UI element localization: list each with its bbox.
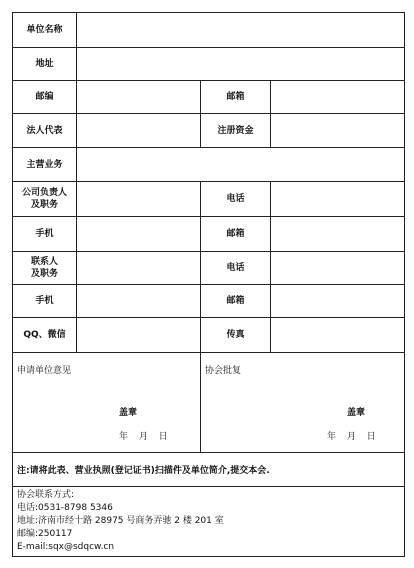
- unit-name-field[interactable]: [77, 13, 405, 48]
- association-contact-box: [13, 487, 405, 557]
- contact-phone: 电话:0531-8798 5346: [17, 503, 113, 513]
- contact-phone-field[interactable]: [271, 252, 405, 285]
- head-mailbox-label: 邮箱: [201, 217, 271, 252]
- row-legal-capital: [13, 114, 405, 148]
- contact-person-label-line2: 及职务: [30, 269, 58, 279]
- row-contact-mobile: [13, 285, 405, 318]
- head-phone-label: 电话: [201, 182, 271, 217]
- applicant-opinion-title: 申请单位意见: [17, 366, 72, 376]
- row-main-business: [13, 148, 405, 182]
- zip-label: 邮编: [13, 81, 77, 114]
- contact-postcode: 邮编:250117: [17, 529, 73, 539]
- fax-field[interactable]: [271, 318, 405, 353]
- row-note: [13, 453, 405, 487]
- qq-wechat-label: QQ、微信: [13, 318, 77, 353]
- applicant-seal-label: 盖章: [119, 408, 138, 418]
- row-contact-info: [13, 487, 405, 557]
- row-contact-person: [13, 252, 405, 285]
- contact-person-label: [13, 252, 77, 285]
- contact-phone-label: 电话: [201, 252, 271, 285]
- contact-mailbox-label: 邮箱: [201, 285, 271, 318]
- mailbox-field[interactable]: [271, 81, 405, 114]
- head-mobile-label: 手机: [13, 217, 77, 252]
- contact-mobile-field[interactable]: [77, 285, 201, 318]
- association-reply-box[interactable]: [201, 353, 405, 453]
- main-business-field[interactable]: [77, 148, 405, 182]
- company-head-label-line1: 公司负责人: [21, 188, 67, 198]
- membership-form-table: [12, 12, 405, 557]
- applicant-opinion-box[interactable]: [13, 353, 201, 453]
- row-head-mobile: [13, 217, 405, 252]
- legal-rep-label: 法人代表: [13, 114, 77, 148]
- association-reply-title: 协会批复: [205, 366, 242, 376]
- applicant-date-label: 年 月 日: [119, 432, 168, 442]
- contact-person-label-line1: 联系人: [30, 257, 58, 267]
- submission-note: 注:请将此表、营业执照(登记证书)扫描件及单位简介,提交本会.: [13, 453, 405, 487]
- row-qq-fax: [13, 318, 405, 353]
- contact-person-field[interactable]: [77, 252, 201, 285]
- main-business-label: 主营业务: [13, 148, 77, 182]
- qq-wechat-field[interactable]: [77, 318, 201, 353]
- mailbox-label: 邮箱: [201, 81, 271, 114]
- unit-name-label: 单位名称: [13, 13, 77, 48]
- address-label: 地址: [13, 48, 77, 81]
- contact-address: 地址:济南市经十路 28975 号商务弄驰 2 楼 201 室: [17, 516, 224, 526]
- company-head-label: [13, 182, 77, 217]
- head-phone-field[interactable]: [271, 182, 405, 217]
- zip-field[interactable]: [77, 81, 201, 114]
- contact-mobile-label: 手机: [13, 285, 77, 318]
- contact-title: 协会联系方式:: [17, 490, 75, 500]
- fax-label: 传真: [201, 318, 271, 353]
- contact-email: E-mail:sqx@sdqcw.cn: [17, 542, 115, 552]
- association-seal-label: 盖章: [347, 408, 366, 418]
- row-company-head: [13, 182, 405, 217]
- row-address: [13, 48, 405, 81]
- reg-capital-label: 注册资金: [201, 114, 271, 148]
- legal-rep-field[interactable]: [77, 114, 201, 148]
- head-mailbox-field[interactable]: [271, 217, 405, 252]
- head-mobile-field[interactable]: [77, 217, 201, 252]
- company-head-label-line2: 及职务: [30, 200, 58, 210]
- company-head-field[interactable]: [77, 182, 201, 217]
- contact-mailbox-field[interactable]: [271, 285, 405, 318]
- row-opinions: [13, 353, 405, 453]
- row-zip-mailbox: [13, 81, 405, 114]
- address-field[interactable]: [77, 48, 405, 81]
- row-unit-name: [13, 13, 405, 48]
- reg-capital-field[interactable]: [271, 114, 405, 148]
- association-date-label: 年 月 日: [327, 432, 376, 442]
